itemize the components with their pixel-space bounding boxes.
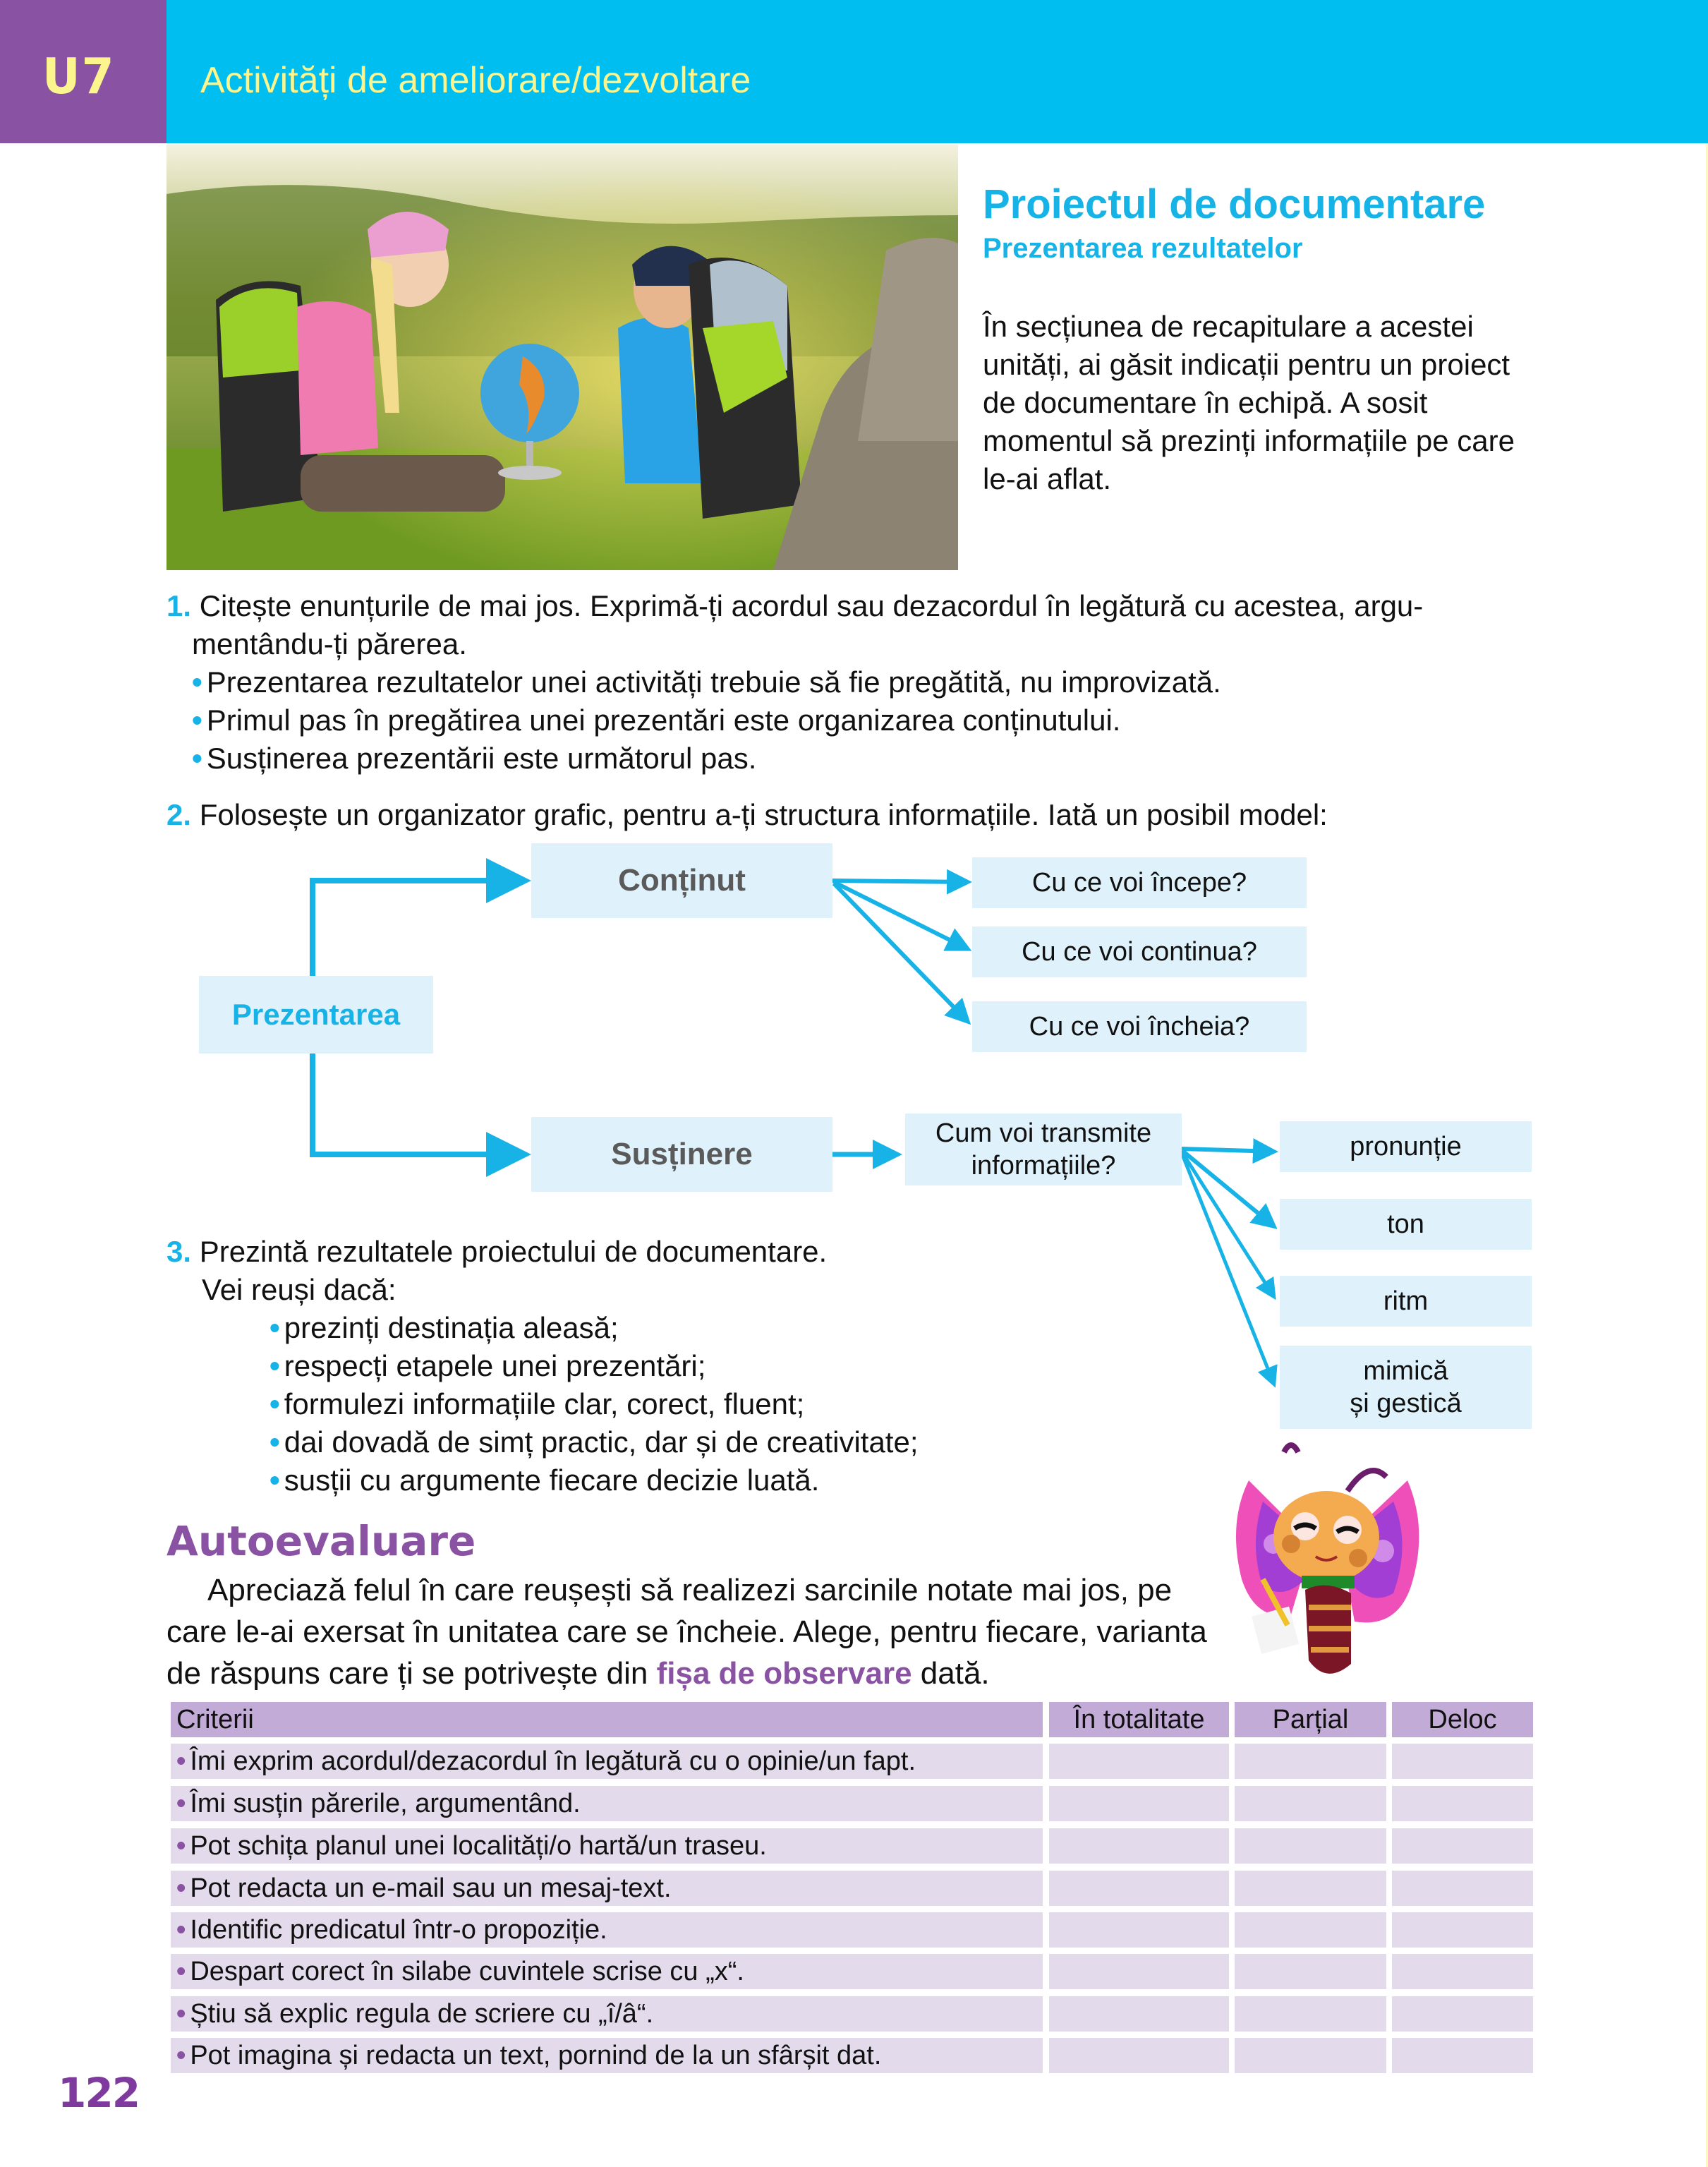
diagram-branch-continut: Conținut xyxy=(531,843,832,918)
photo-image xyxy=(166,145,958,570)
check-cell-in-totalitate[interactable] xyxy=(1049,2038,1229,2073)
bullet-icon: • xyxy=(269,1463,280,1497)
check-cell-partial[interactable] xyxy=(1235,1954,1386,1989)
criteria-item: • formulezi informațiile clar, corect, fluent; xyxy=(269,1387,805,1420)
header-bar xyxy=(166,0,1708,143)
exercise-text: Folosește un organizator grafic, pentru a-ți structura informațiile. Iată un posibil model: xyxy=(199,798,1328,831)
autoevaluare-heading: Autoevaluare xyxy=(166,1517,476,1565)
check-cell-in-totalitate[interactable] xyxy=(1049,1828,1229,1864)
check-cell-partial[interactable] xyxy=(1235,1828,1386,1864)
section-subtitle: Prezentarea rezultatelor xyxy=(983,233,1303,264)
butterfly-mascot-icon xyxy=(1221,1438,1432,1692)
check-cell-partial[interactable] xyxy=(1235,2038,1386,2073)
check-cell-in-totalitate[interactable] xyxy=(1049,1744,1229,1779)
exercise-3 xyxy=(166,1233,1048,1499)
page-title: Activități de ameliorare/dezvoltare xyxy=(200,60,751,101)
check-cell-partial[interactable] xyxy=(1235,1786,1386,1821)
diagram-item-ritm: ritm xyxy=(1280,1276,1532,1327)
bullet-icon: • xyxy=(176,1789,186,1818)
unit-badge xyxy=(0,0,166,143)
exercise-number: 2. xyxy=(166,798,192,831)
bullet-icon: • xyxy=(176,1915,186,1945)
bullet-icon: • xyxy=(176,1746,186,1776)
check-cell-in-totalitate[interactable] xyxy=(1049,1786,1229,1821)
exercise-subtext: Vei reuși dacă: xyxy=(202,1273,396,1306)
col-header-deloc: Deloc xyxy=(1392,1702,1533,1737)
diagram-question-continue: Cu ce voi continua? xyxy=(972,926,1307,977)
photo-children-globe xyxy=(166,145,958,570)
bullet-icon: • xyxy=(269,1311,280,1344)
bullet-icon: • xyxy=(192,704,202,737)
diagram-question-start: Cu ce voi începe? xyxy=(972,857,1307,908)
bullet-icon: • xyxy=(269,1425,280,1459)
exercise-number: 3. xyxy=(166,1235,192,1268)
diagram-delivery-question: Cum voi transmite informațiile? xyxy=(905,1113,1182,1185)
bullet-icon: • xyxy=(192,742,202,775)
diagram-question-end: Cu ce voi încheia? xyxy=(972,1001,1307,1052)
col-header-criterii: Criterii xyxy=(171,1702,1043,1737)
check-cell-partial[interactable] xyxy=(1235,1744,1386,1779)
bullet-icon: • xyxy=(176,1831,186,1861)
bullet-icon: • xyxy=(176,2041,186,2070)
check-cell-in-totalitate[interactable] xyxy=(1049,1996,1229,2032)
check-cell-deloc[interactable] xyxy=(1392,1954,1533,1989)
bullet-icon: • xyxy=(176,1999,186,2029)
page-number: 122 xyxy=(58,2069,140,2117)
diagram-branch-sustinere: Susținere xyxy=(531,1117,832,1192)
bullet-icon: • xyxy=(192,665,202,699)
check-cell-deloc[interactable] xyxy=(1392,1828,1533,1864)
intro-paragraph: În secțiunea de recapitulare a acestei unități, ai găsit indicații pentru un proiect de documentare în echipă. A sosit momentul să prezinți informațiile pe care le-ai aflat. xyxy=(983,310,1515,495)
diagram-root-prezentarea: Prezentarea xyxy=(199,976,433,1054)
exercise-text: Citește enunțurile de mai jos. Exprimă-ți acordul sau dezacordul în legătură cu acestea, argu- xyxy=(199,589,1424,622)
statement-item: • Primul pas în pregătirea unei prezentări este organizarea conținutului. xyxy=(192,704,1121,737)
check-cell-partial[interactable] xyxy=(1235,1912,1386,1948)
col-header-partial: Parțial xyxy=(1235,1702,1386,1737)
check-cell-deloc[interactable] xyxy=(1392,1786,1533,1821)
diagram-item-pronuntie: pronunție xyxy=(1280,1121,1532,1172)
check-cell-deloc[interactable] xyxy=(1392,1744,1533,1779)
check-cell-deloc[interactable] xyxy=(1392,1871,1533,1906)
bullet-icon: • xyxy=(269,1387,280,1420)
unit-label: U7 xyxy=(42,48,116,105)
exercise-2 xyxy=(166,796,1542,834)
exercise-text-cont: mentându-ți părerea. xyxy=(192,627,467,660)
check-cell-partial[interactable] xyxy=(1235,1996,1386,2032)
criteria-item: • respecți etapele unei prezentări; xyxy=(269,1349,706,1382)
check-cell-deloc[interactable] xyxy=(1392,1996,1533,2032)
autoevaluare-paragraph: Apreciază felul în care reușești să realizezi sarcinile notate mai jos, pe care le-ai exersat în unitatea care se încheie. Alege, pentru fiecare, varianta de răspuns care ți se potrivește din fișa de observare dată. xyxy=(166,1573,1207,1691)
exercise-number: 1. xyxy=(166,589,192,622)
check-cell-deloc[interactable] xyxy=(1392,1912,1533,1948)
diagram-item-ton: ton xyxy=(1280,1199,1532,1250)
bullet-icon: • xyxy=(176,1957,186,1986)
exercise-1 xyxy=(166,587,1542,778)
diagram-item-mimica: mimică și gestică xyxy=(1280,1346,1532,1429)
observation-sheet-term: fișa de observare xyxy=(656,1656,912,1691)
check-cell-in-totalitate[interactable] xyxy=(1049,1912,1229,1948)
exercise-text: Prezintă rezultatele proiectului de documentare. xyxy=(199,1235,828,1268)
section-title: Proiectul de documentare xyxy=(983,181,1486,227)
check-cell-partial[interactable] xyxy=(1235,1871,1386,1906)
bullet-icon: • xyxy=(269,1349,280,1382)
col-header-in-totalitate: În totalitate xyxy=(1049,1702,1229,1737)
statement-item: • Susținerea prezentării este următorul pas. xyxy=(192,742,757,775)
check-cell-deloc[interactable] xyxy=(1392,2038,1533,2073)
criteria-item: • susții cu argumente fiecare decizie luată. xyxy=(269,1463,820,1497)
criteria-item: • prezinți destinația aleasă; xyxy=(269,1311,619,1344)
bullet-icon: • xyxy=(176,1873,186,1903)
check-cell-in-totalitate[interactable] xyxy=(1049,1871,1229,1906)
statement-item: • Prezentarea rezultatelor unei activități trebuie să fie pregătită, nu improvizată. xyxy=(192,665,1221,699)
check-cell-in-totalitate[interactable] xyxy=(1049,1954,1229,1989)
criteria-item: • dai dovadă de simț practic, dar și de creativitate; xyxy=(269,1425,919,1459)
